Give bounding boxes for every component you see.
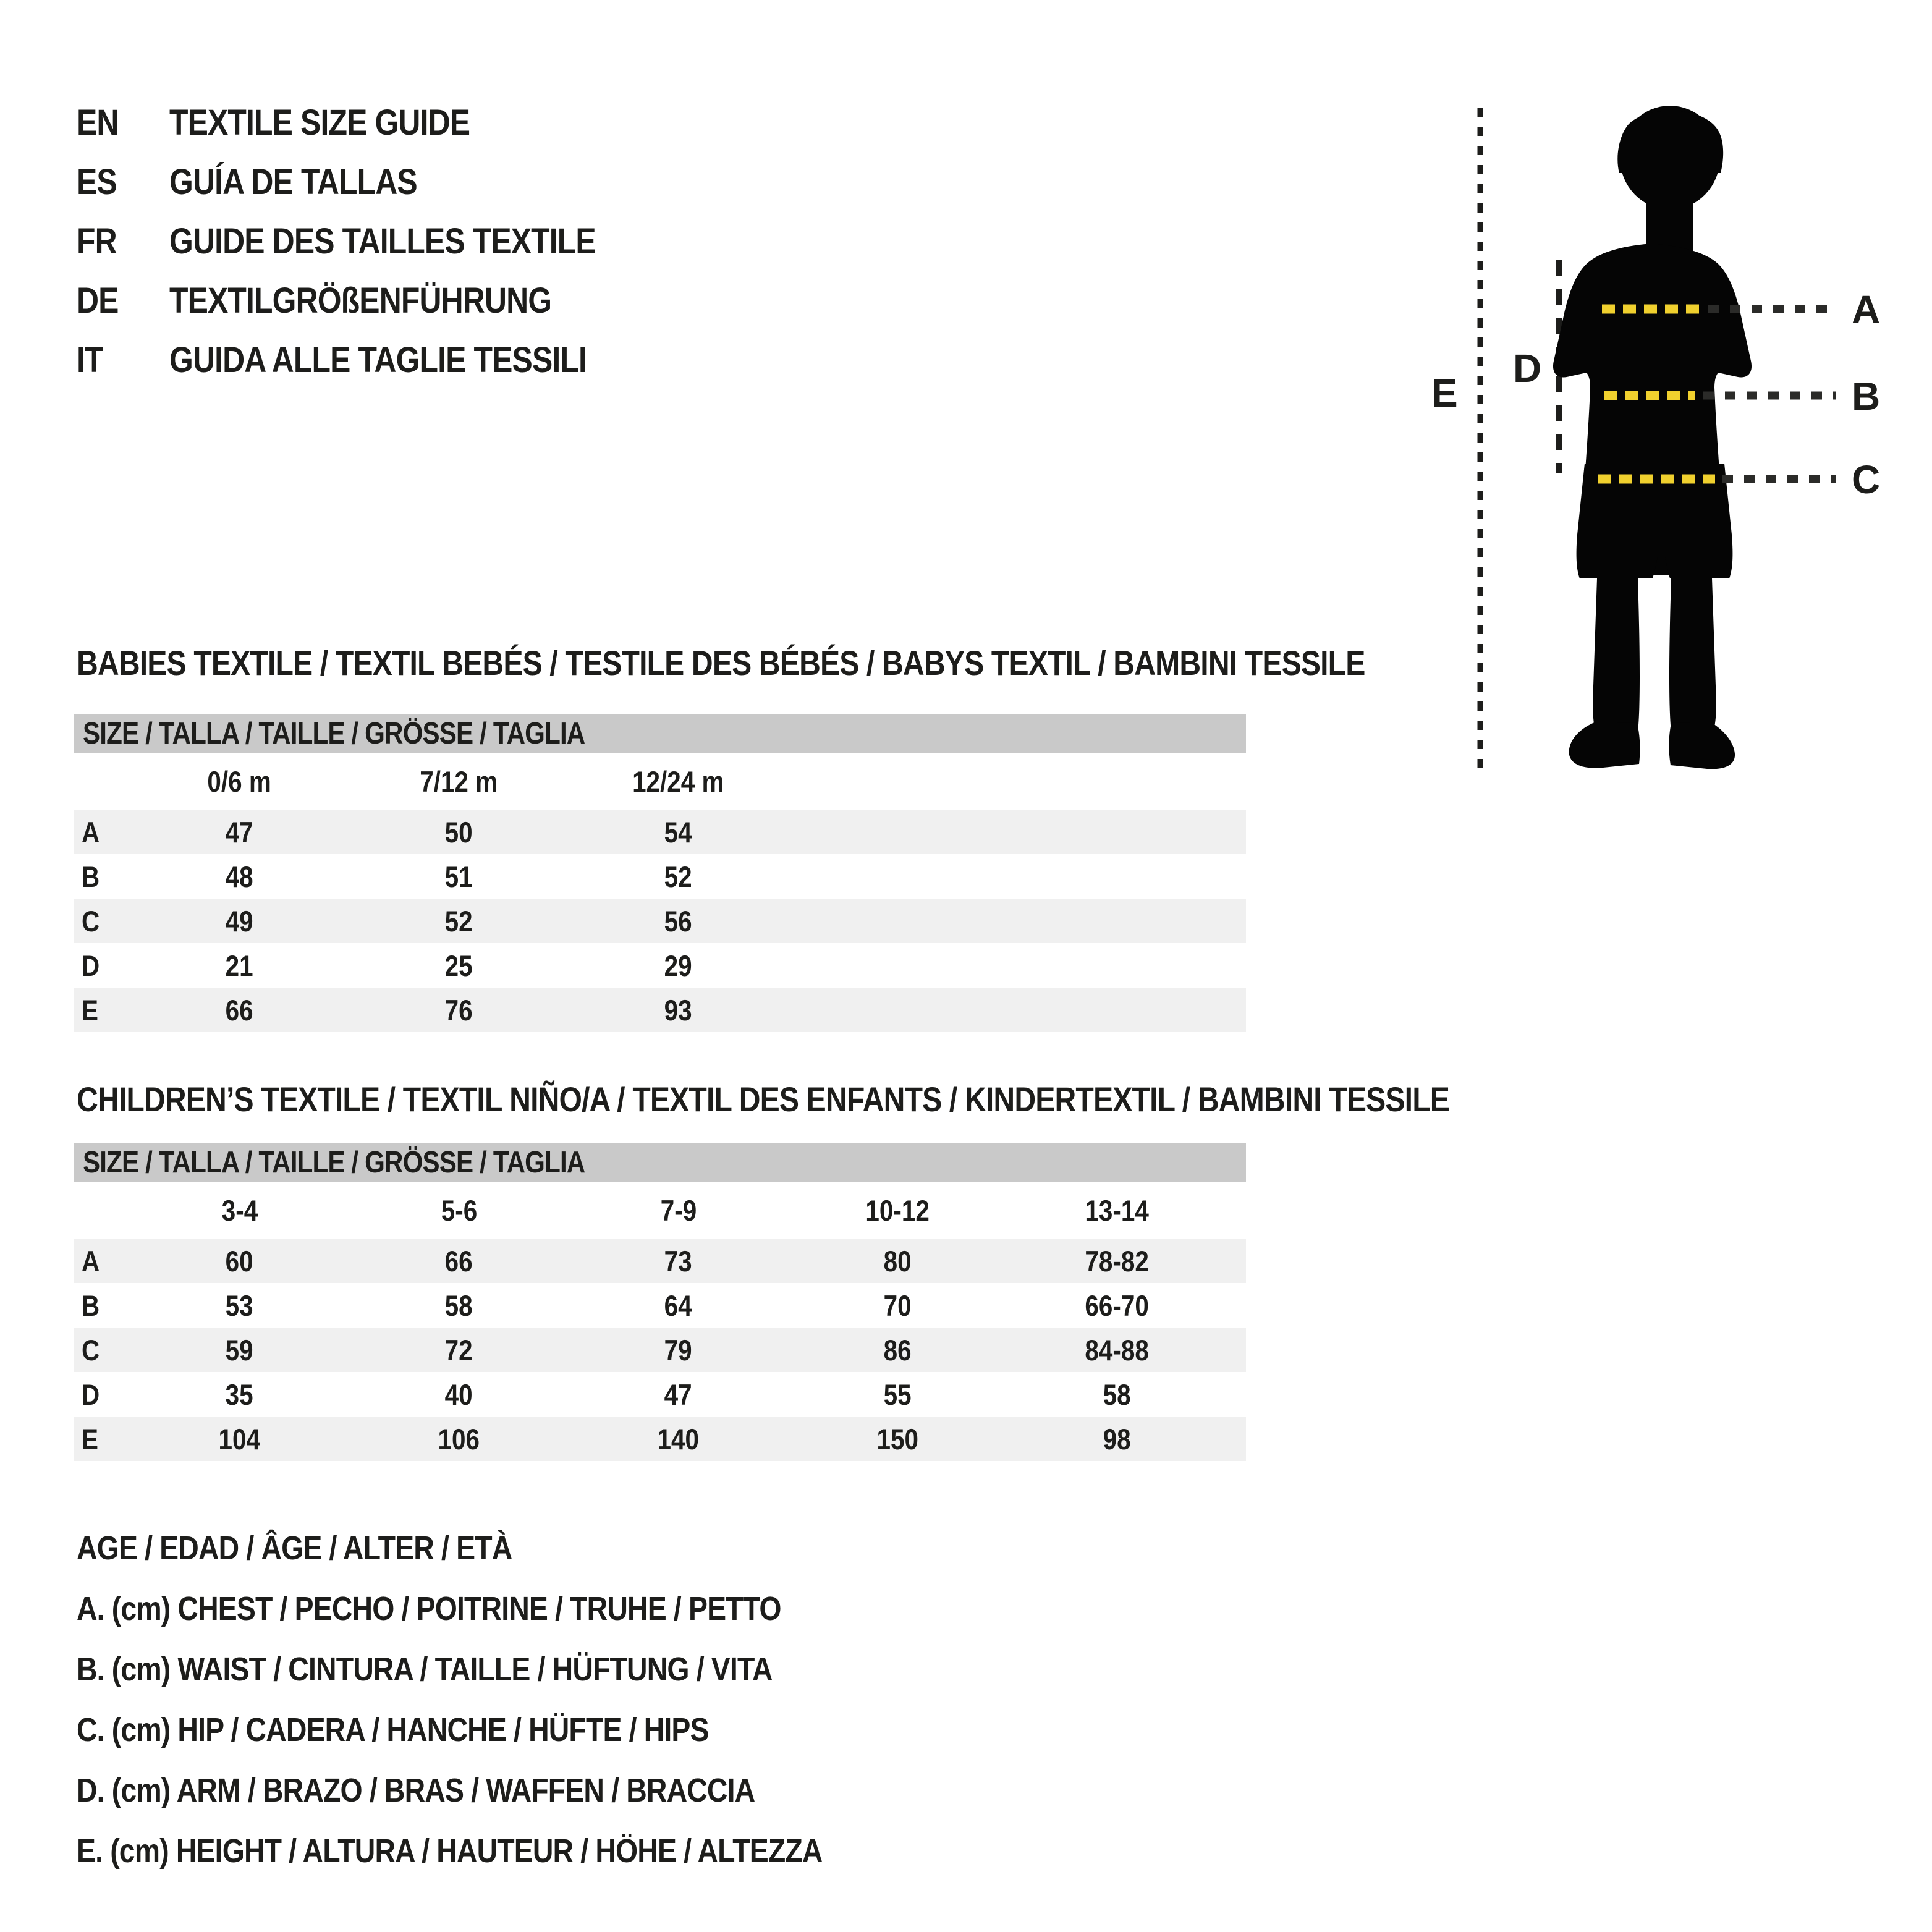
column-header	[130, 765, 349, 799]
row-label	[74, 993, 130, 1027]
value-cell	[569, 949, 788, 983]
value-cell	[130, 1244, 349, 1278]
row-label-text: B	[82, 1289, 100, 1322]
value-cell-text: 51	[445, 860, 473, 893]
value-cell	[349, 904, 569, 938]
row-label-text: A	[82, 1244, 100, 1277]
value-cell	[569, 815, 788, 849]
row-label-text: D	[82, 949, 100, 982]
value-cell-text: 70	[884, 1289, 912, 1322]
value-cell-text: 104	[218, 1422, 261, 1455]
row-label	[74, 1422, 130, 1456]
table-row	[74, 1283, 1246, 1328]
column-header	[349, 1193, 569, 1227]
language-title	[169, 221, 665, 262]
language-code	[77, 161, 169, 203]
value-cell-text: 50	[445, 815, 473, 849]
legend-line-text: D. (cm) ARM / BRAZO / BRAS / WAFFEN / BRACCIA	[77, 1772, 755, 1809]
row-label-text: A	[82, 815, 100, 849]
language-row	[77, 330, 665, 389]
legend-line	[77, 1760, 944, 1821]
measure-label-e: E	[1431, 371, 1458, 415]
value-cell	[1007, 1422, 1227, 1456]
value-cell-text: 84-88	[1085, 1333, 1150, 1366]
row-label	[74, 860, 130, 894]
value-cell-text: 55	[884, 1378, 912, 1411]
table-row	[74, 899, 1246, 943]
value-cell-text: 56	[664, 904, 692, 938]
table-row	[74, 988, 1246, 1032]
value-cell-text: 66-70	[1085, 1289, 1150, 1322]
value-cell	[349, 1378, 569, 1412]
value-cell	[130, 1333, 349, 1367]
value-cell	[130, 993, 349, 1027]
size-header-label: SIZE / TALLA / TAILLE / GRÖSSE / TAGLIA	[83, 1146, 585, 1179]
legend-line	[77, 1700, 944, 1760]
value-cell-text: 48	[226, 860, 253, 893]
row-label	[74, 1333, 130, 1367]
language-code	[77, 280, 169, 321]
value-cell	[349, 1289, 569, 1323]
table-row	[74, 854, 1246, 899]
value-cell	[130, 949, 349, 983]
value-cell-text: 66	[445, 1244, 473, 1277]
value-cell	[788, 1333, 1007, 1367]
value-cell-text: 35	[226, 1378, 253, 1411]
column-header-text: 7-9	[660, 1193, 697, 1227]
language-code-text: EN	[77, 102, 119, 143]
legend-line-text: AGE / EDAD / ÂGE / ALTER / ETÀ	[77, 1530, 512, 1567]
measure-label-a: A	[1852, 287, 1881, 332]
value-cell-text: 64	[664, 1289, 692, 1322]
language-header	[77, 93, 665, 389]
children-section-title-text: CHILDREN’S TEXTILE / TEXTIL NIÑO/A / TEXTIL DES ENFANTS / KINDERTEXTIL / BAMBINI TESSILE	[77, 1080, 1450, 1119]
column-header-text: 0/6 m	[207, 765, 272, 798]
measure-label-d: D	[1513, 346, 1542, 391]
value-cell	[130, 904, 349, 938]
value-cell-text: 140	[657, 1422, 700, 1455]
column-header-text: 10-12	[865, 1193, 930, 1227]
legend-line	[77, 1821, 944, 1881]
language-code-text: DE	[77, 280, 119, 321]
language-row	[77, 93, 665, 152]
value-cell-text: 58	[445, 1289, 473, 1322]
value-cell-text: 66	[226, 993, 253, 1027]
babies-section-title	[77, 643, 1575, 683]
value-cell	[349, 1333, 569, 1367]
language-title-text: GUIDA ALLE TAGLIE TESSILI	[169, 339, 587, 380]
value-cell	[130, 815, 349, 849]
column-header-text: 12/24 m	[632, 765, 724, 798]
table-body	[74, 810, 1246, 1032]
column-header	[788, 1193, 1007, 1227]
value-cell	[788, 1422, 1007, 1456]
value-cell-text: 73	[664, 1244, 692, 1277]
size-header-label: SIZE / TALLA / TAILLE / GRÖSSE / TAGLIA	[83, 717, 585, 750]
value-cell-text: 49	[226, 904, 253, 938]
row-label	[74, 815, 130, 849]
table-body	[74, 1239, 1246, 1461]
value-cell	[569, 1422, 788, 1456]
value-cell	[1007, 1244, 1227, 1278]
value-cell	[788, 1244, 1007, 1278]
column-header	[1007, 1193, 1227, 1227]
value-cell	[1007, 1289, 1227, 1323]
legend-line	[77, 1578, 944, 1639]
children-size-table	[74, 1143, 1246, 1461]
value-cell-text: 98	[1103, 1422, 1131, 1455]
column-header-text: 3-4	[221, 1193, 258, 1227]
value-cell	[349, 949, 569, 983]
babies-size-table	[74, 714, 1246, 1032]
value-cell-text: 80	[884, 1244, 912, 1277]
value-cell-text: 59	[226, 1333, 253, 1366]
value-cell	[349, 815, 569, 849]
legend-line	[77, 1518, 944, 1578]
value-cell	[349, 1244, 569, 1278]
columns-row	[74, 1182, 1246, 1239]
column-header	[569, 765, 788, 799]
value-cell	[349, 1422, 569, 1456]
value-cell-text: 52	[445, 904, 473, 938]
language-code	[77, 221, 169, 262]
measure-label-b: B	[1852, 374, 1881, 418]
language-code	[77, 339, 169, 381]
measure-label-c: C	[1852, 457, 1881, 502]
language-row	[77, 152, 665, 211]
column-header	[569, 1193, 788, 1227]
value-cell	[569, 1244, 788, 1278]
legend-line-text: A. (cm) CHEST / PECHO / POITRINE / TRUHE / PETTO	[77, 1590, 781, 1627]
value-cell	[130, 860, 349, 894]
row-label-text: E	[82, 993, 98, 1027]
value-cell	[349, 860, 569, 894]
children-section-title	[77, 1079, 1673, 1119]
row-label-text: E	[82, 1422, 98, 1455]
language-title-text: GUÍA DE TALLAS	[169, 161, 417, 202]
table-row	[74, 1417, 1246, 1461]
row-label-text: C	[82, 904, 100, 938]
language-title-text: TEXTILGRÖßENFÜHRUNG	[169, 280, 552, 321]
column-header	[349, 765, 569, 799]
value-cell	[569, 1333, 788, 1367]
value-cell-text: 29	[664, 949, 692, 982]
value-cell-text: 93	[664, 993, 692, 1027]
column-header-text: 5-6	[441, 1193, 477, 1227]
value-cell-text: 47	[226, 815, 253, 849]
measurement-diagram	[1409, 68, 1932, 803]
measurement-legend	[77, 1518, 944, 1881]
value-cell-text: 79	[664, 1333, 692, 1366]
value-cell-text: 76	[445, 993, 473, 1027]
value-cell-text: 52	[664, 860, 692, 893]
value-cell-text: 150	[876, 1422, 919, 1455]
language-code-text: ES	[77, 161, 117, 202]
column-header-text: 13-14	[1085, 1193, 1150, 1227]
value-cell-text: 78-82	[1085, 1244, 1150, 1277]
value-cell-text: 86	[884, 1333, 912, 1366]
value-cell-text: 58	[1103, 1378, 1131, 1411]
value-cell-text: 72	[445, 1333, 473, 1366]
value-cell-text: 54	[664, 815, 692, 849]
value-cell	[130, 1422, 349, 1456]
value-cell-text: 106	[438, 1422, 480, 1455]
value-cell-text: 47	[664, 1378, 692, 1411]
table-row	[74, 810, 1246, 854]
row-label	[74, 1378, 130, 1412]
value-cell-text: 60	[226, 1244, 253, 1277]
value-cell	[130, 1378, 349, 1412]
language-title	[169, 102, 519, 143]
legend-line-text: E. (cm) HEIGHT / ALTURA / HAUTEUR / HÖHE / ALTEZZA	[77, 1832, 823, 1870]
child-silhouette	[1553, 106, 1752, 769]
value-cell	[1007, 1333, 1227, 1367]
value-cell	[569, 1289, 788, 1323]
column-header	[130, 1193, 349, 1227]
value-cell-text: 53	[226, 1289, 253, 1322]
value-cell	[569, 1378, 788, 1412]
legend-line	[77, 1639, 944, 1700]
value-cell	[788, 1378, 1007, 1412]
row-label-text: B	[82, 860, 100, 893]
language-title-text: GUIDE DES TAILLES TEXTILE	[169, 221, 596, 261]
language-code-text: FR	[77, 221, 117, 261]
row-label-text: C	[82, 1333, 100, 1366]
row-label	[74, 949, 130, 983]
value-cell-text: 40	[445, 1378, 473, 1411]
value-cell	[130, 1289, 349, 1323]
language-title-text: TEXTILE SIZE GUIDE	[169, 102, 470, 143]
value-cell	[349, 993, 569, 1027]
value-cell-text: 21	[226, 949, 253, 982]
language-code	[77, 102, 169, 143]
table-row	[74, 1239, 1246, 1283]
language-code-text: IT	[77, 339, 103, 380]
language-row	[77, 271, 665, 330]
value-cell	[569, 904, 788, 938]
row-label	[74, 1244, 130, 1278]
size-header-bar	[74, 714, 1246, 753]
value-cell	[788, 1289, 1007, 1323]
child-silhouette-svg	[1409, 68, 1932, 803]
language-row	[77, 211, 665, 271]
row-label-text: D	[82, 1378, 100, 1411]
legend-line-text: C. (cm) HIP / CADERA / HANCHE / HÜFTE / HIPS	[77, 1711, 709, 1748]
table-row	[74, 1372, 1246, 1417]
babies-section-title-text: BABIES TEXTILE / TEXTIL BEBÉS / TESTILE DES BÉBÉS / BABYS TEXTIL / BAMBINI TESSILE	[77, 643, 1365, 682]
row-label	[74, 904, 130, 938]
row-label	[74, 1289, 130, 1323]
legend-line-text: B. (cm) WAIST / CINTURA / TAILLE / HÜFTUNG / VITA	[77, 1651, 773, 1688]
value-cell-text: 25	[445, 949, 473, 982]
column-header-text: 7/12 m	[420, 765, 498, 798]
value-cell	[569, 860, 788, 894]
table-row	[74, 1328, 1246, 1372]
language-title	[169, 280, 614, 321]
value-cell	[569, 993, 788, 1027]
language-title	[169, 161, 457, 203]
size-header-bar	[74, 1143, 1246, 1182]
language-title	[169, 339, 655, 381]
value-cell	[1007, 1378, 1227, 1412]
table-row	[74, 943, 1246, 988]
columns-row	[74, 753, 1246, 810]
